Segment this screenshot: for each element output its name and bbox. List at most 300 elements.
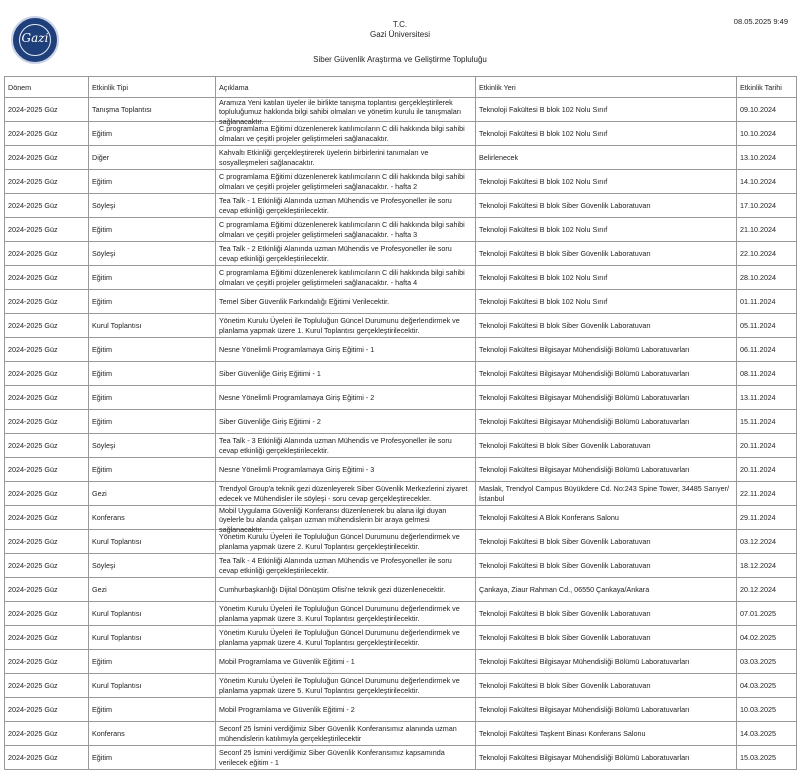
table-row bbox=[5, 290, 797, 314]
cell-type-text: Eğitim bbox=[92, 416, 112, 426]
cell-type bbox=[89, 266, 216, 290]
cell-location bbox=[476, 98, 737, 122]
cell-type-text: Kurul Toplantısı bbox=[92, 320, 142, 330]
cell-type-text: Eğitim bbox=[92, 368, 112, 378]
table-row bbox=[5, 650, 797, 674]
cell-term-text: 2024-2025 Güz bbox=[8, 464, 58, 474]
cell-term bbox=[5, 650, 89, 674]
table-row bbox=[5, 722, 797, 746]
cell-term-text: 2024-2025 Güz bbox=[8, 656, 58, 666]
cell-date bbox=[737, 338, 797, 362]
cell-date bbox=[737, 386, 797, 410]
cell-type-text: Gezi bbox=[92, 488, 107, 498]
cell-location bbox=[476, 650, 737, 674]
cell-term-text: 2024-2025 Güz bbox=[8, 680, 58, 690]
cell-type-text: Kurul Toplantısı bbox=[92, 608, 142, 618]
cell-type-text: Eğitim bbox=[92, 176, 112, 186]
cell-description-text: Yönetim Kurulu Üyeleri ile Topluluğun Güncel Durumunu değerlendirmek ve planlama yapmak üzere 3. Kurul Toplantısı gerçekleştirilecektir. bbox=[219, 604, 460, 623]
cell-type bbox=[89, 482, 216, 506]
cell-date-text: 07.01.2025 bbox=[740, 608, 776, 618]
cell-description-text: Siber Güvenliğe Giriş Eğitimi - 2 bbox=[219, 416, 321, 426]
cell-type-text: Tanışma Toplantısı bbox=[92, 104, 152, 114]
cell-description bbox=[216, 746, 476, 770]
cell-description-text: Mobil Programlama ve Güvenlik Eğitimi - 1 bbox=[219, 656, 355, 666]
cell-description-text: Trendyol Group'a teknik gezi düzenleyerek Siber Güvenlik Merkezlerini ziyaret edecek ve Mühendisler ile söyleşi - soru cevap gerçekleştirecekler. bbox=[219, 484, 468, 503]
cell-description bbox=[216, 242, 476, 266]
cell-term bbox=[5, 506, 89, 530]
cell-location-text: Teknoloji Fakültesi B blok Siber Güvenlik Laboratuvarı bbox=[479, 200, 651, 210]
cell-description-text: C programlama Eğitimi düzenlenerek katılımcıların C dili hakkında bilgi sahibi olmaları ve çeşitli projeler geliştirmeleri sağlanacaktır. - hafta 4 bbox=[219, 268, 465, 287]
cell-location-text: Teknoloji Fakültesi Bilgisayar Mühendisliği Bölümü Laboratuvarları bbox=[479, 392, 690, 402]
cell-description bbox=[216, 122, 476, 146]
cell-term bbox=[5, 194, 89, 218]
table-row bbox=[5, 170, 797, 194]
column-header-type: Etkinlik Tipi bbox=[89, 77, 216, 98]
table-row bbox=[5, 482, 797, 506]
cell-date-text: 01.11.2024 bbox=[740, 296, 776, 306]
cell-term bbox=[5, 458, 89, 482]
cell-term bbox=[5, 746, 89, 770]
cell-term bbox=[5, 602, 89, 626]
cell-date bbox=[737, 482, 797, 506]
cell-term-text: 2024-2025 Güz bbox=[8, 272, 58, 282]
cell-date-text: 04.02.2025 bbox=[740, 632, 776, 642]
cell-date bbox=[737, 146, 797, 170]
cell-date-text: 04.03.2025 bbox=[740, 680, 776, 690]
cell-term bbox=[5, 362, 89, 386]
cell-term bbox=[5, 698, 89, 722]
cell-term bbox=[5, 674, 89, 698]
cell-date bbox=[737, 314, 797, 338]
table-header-row bbox=[5, 77, 797, 98]
print-timestamp: 08.05.2025 9:49 bbox=[733, 17, 788, 26]
table-row bbox=[5, 386, 797, 410]
cell-term-text: 2024-2025 Güz bbox=[8, 296, 58, 306]
cell-term-text: 2024-2025 Güz bbox=[8, 704, 58, 714]
cell-description-text: Cumhurbaşkanlığı Dijital Dönüşüm Ofisi'ne teknik gezi düzenlenecektir. bbox=[219, 584, 446, 594]
cell-location-text: Teknoloji Fakültesi B blok Siber Güvenlik Laboratuvarı bbox=[479, 320, 651, 330]
cell-description-text: Nesne Yönelimli Programlamaya Giriş Eğitimi - 2 bbox=[219, 392, 375, 402]
cell-description-text: Tea Talk - 3 Etkinliği Alanında uzman Mühendis ve Profesyoneller ile soru cevap etkinliği gerçekleştirilecektir. bbox=[219, 436, 452, 455]
column-header-location: Etkinlik Yeri bbox=[476, 77, 737, 98]
cell-description-text: Seconf 25 İsmini verdiğimiz Siber Güvenlik Konferansımız alanında uzman mühendislerin katılımıyla gerçekleştirilecektir bbox=[219, 724, 457, 743]
cell-location-text: Teknoloji Fakültesi B blok 102 Nolu Sınıf bbox=[479, 128, 608, 138]
table-row bbox=[5, 626, 797, 650]
cell-type-text: Söyleşi bbox=[92, 560, 116, 570]
cell-location bbox=[476, 362, 737, 386]
cell-description bbox=[216, 578, 476, 602]
cell-description bbox=[216, 626, 476, 650]
cell-description bbox=[216, 698, 476, 722]
cell-location-text: Teknoloji Fakültesi B blok 102 Nolu Sınıf bbox=[479, 272, 608, 282]
header-line-tc: T.C. bbox=[392, 20, 408, 29]
cell-location bbox=[476, 194, 737, 218]
cell-description-text: Yönetim Kurulu Üyeleri ile Topluluğun Güncel Durumunu değerlendirmek ve planlama yapmak üzere 4. Kurul Toplantısı gerçekleştirilecektir. bbox=[219, 628, 460, 647]
cell-location bbox=[476, 698, 737, 722]
table-row bbox=[5, 242, 797, 266]
cell-term-text: 2024-2025 Güz bbox=[8, 104, 58, 114]
cell-type bbox=[89, 554, 216, 578]
cell-date bbox=[737, 194, 797, 218]
cell-location bbox=[476, 170, 737, 194]
table-row bbox=[5, 314, 797, 338]
table-row bbox=[5, 266, 797, 290]
cell-description-text: Yönetim Kurulu Üyeleri ile Topluluğun Güncel Durumunu değerlendirmek ve planlama yapmak üzere 5. Kurul Toplantısı gerçekleştirilecektir. bbox=[219, 676, 460, 695]
cell-type bbox=[89, 530, 216, 554]
cell-type bbox=[89, 242, 216, 266]
cell-description-text: Tea Talk - 1 Etkinliği Alanında uzman Mühendis ve Profesyoneller ile soru cevap etkinliği gerçekleştirilecektir. bbox=[219, 196, 452, 215]
cell-term-text: 2024-2025 Güz bbox=[8, 128, 58, 138]
cell-location bbox=[476, 242, 737, 266]
cell-description bbox=[216, 98, 476, 126]
cell-description-text: Nesne Yönelimli Programlamaya Giriş Eğitimi - 1 bbox=[219, 344, 375, 354]
cell-type bbox=[89, 746, 216, 770]
cell-type-text: Söyleşi bbox=[92, 440, 116, 450]
cell-date bbox=[737, 458, 797, 482]
cell-description bbox=[216, 722, 476, 746]
cell-term-text: 2024-2025 Güz bbox=[8, 536, 58, 546]
cell-description bbox=[216, 362, 476, 386]
cell-term bbox=[5, 266, 89, 290]
table-body bbox=[5, 98, 797, 770]
cell-location bbox=[476, 458, 737, 482]
cell-date-text: 09.10.2024 bbox=[740, 104, 776, 114]
cell-location bbox=[476, 218, 737, 242]
column-header-term: Dönem bbox=[5, 77, 89, 98]
cell-term-text: 2024-2025 Güz bbox=[8, 152, 58, 162]
cell-date bbox=[737, 698, 797, 722]
cell-term-text: 2024-2025 Güz bbox=[8, 560, 58, 570]
cell-term bbox=[5, 626, 89, 650]
cell-description bbox=[216, 338, 476, 362]
cell-location bbox=[476, 146, 737, 170]
cell-date-text: 13.11.2024 bbox=[740, 392, 776, 402]
cell-type-text: Eğitim bbox=[92, 344, 112, 354]
cell-description-text: Seconf 25 İsmini verdiğimiz Siber Güvenlik Konferansımız kapsamında verilecek eğitim - 1 bbox=[219, 748, 445, 767]
cell-date-text: 22.11.2024 bbox=[740, 488, 776, 498]
cell-location-text: Teknoloji Fakültesi Bilgisayar Mühendisliği Bölümü Laboratuvarları bbox=[479, 368, 690, 378]
cell-location bbox=[476, 290, 737, 314]
cell-type-text: Eğitim bbox=[92, 752, 112, 762]
cell-term-text: 2024-2025 Güz bbox=[8, 728, 58, 738]
cell-type-text: Gezi bbox=[92, 584, 107, 594]
cell-description-text: Yönetim Kurulu Üyeleri ile Topluluğun Güncel Durumunu değerlendirmek ve planlama yapmak üzere 2. Kurul Toplantısı gerçekleştirilecektir. bbox=[219, 532, 460, 551]
cell-date-text: 08.11.2024 bbox=[740, 368, 776, 378]
cell-type bbox=[89, 338, 216, 362]
cell-description-text: Kahvaltı Etkinliği gerçekleştirerek üyelerin birbirlerini tanımaları ve sosyalleşmeleri sağlanacaktır. bbox=[219, 148, 429, 167]
cell-type-text: Kurul Toplantısı bbox=[92, 632, 142, 642]
cell-location-text: Teknoloji Fakültesi Bilgisayar Mühendisliği Bölümü Laboratuvarları bbox=[479, 656, 690, 666]
cell-term-text: 2024-2025 Güz bbox=[8, 752, 58, 762]
cell-location-text: Teknoloji Fakültesi B blok Siber Güvenlik Laboratuvarı bbox=[479, 560, 651, 570]
table-row bbox=[5, 434, 797, 458]
table-row bbox=[5, 122, 797, 146]
cell-type-text: Kurul Toplantısı bbox=[92, 680, 142, 690]
cell-term-text: 2024-2025 Güz bbox=[8, 632, 58, 642]
cell-description bbox=[216, 482, 476, 506]
cell-description-text: C programlama Eğitimi düzenlenerek katılımcıların C dili hakkında bilgi sahibi olmaları ve çeşitli projeler geliştirmeleri sağlanacaktır. - hafta 3 bbox=[219, 220, 465, 239]
cell-description-text: Nesne Yönelimli Programlamaya Giriş Eğitimi - 3 bbox=[219, 464, 375, 474]
table-row bbox=[5, 746, 797, 770]
cell-description bbox=[216, 554, 476, 578]
cell-type bbox=[89, 698, 216, 722]
cell-date-text: 10.10.2024 bbox=[740, 128, 776, 138]
cell-term-text: 2024-2025 Güz bbox=[8, 440, 58, 450]
header-line-university: Gazi Üniversitesi bbox=[369, 30, 430, 39]
cell-term-text: 2024-2025 Güz bbox=[8, 176, 58, 186]
cell-type-text: Eğitim bbox=[92, 656, 112, 666]
cell-date bbox=[737, 746, 797, 770]
table-row bbox=[5, 602, 797, 626]
cell-location-text: Belirlenecek bbox=[479, 152, 519, 162]
cell-term bbox=[5, 434, 89, 458]
cell-description bbox=[216, 194, 476, 218]
cell-type bbox=[89, 218, 216, 242]
cell-description bbox=[216, 530, 476, 554]
cell-type-text: Diğer bbox=[92, 152, 110, 162]
cell-location bbox=[476, 434, 737, 458]
cell-date bbox=[737, 242, 797, 266]
cell-term-text: 2024-2025 Güz bbox=[8, 584, 58, 594]
cell-date-text: 20.12.2024 bbox=[740, 584, 776, 594]
cell-location bbox=[476, 266, 737, 290]
cell-term bbox=[5, 530, 89, 554]
cell-location bbox=[476, 338, 737, 362]
cell-type-text: Kurul Toplantısı bbox=[92, 536, 142, 546]
cell-date bbox=[737, 626, 797, 650]
cell-location bbox=[476, 578, 737, 602]
cell-date bbox=[737, 530, 797, 554]
cell-term bbox=[5, 554, 89, 578]
cell-location-text: Teknoloji Fakültesi B blok Siber Güvenlik Laboratuvarı bbox=[479, 536, 651, 546]
cell-term-text: 2024-2025 Güz bbox=[8, 248, 58, 258]
cell-type bbox=[89, 458, 216, 482]
cell-type bbox=[89, 362, 216, 386]
cell-location-text: Teknoloji Fakültesi Bilgisayar Mühendisliği Bölümü Laboratuvarları bbox=[479, 704, 690, 714]
cell-location-text: Teknoloji Fakültesi Bilgisayar Mühendisliği Bölümü Laboratuvarları bbox=[479, 416, 690, 426]
cell-description bbox=[216, 218, 476, 242]
cell-type bbox=[89, 506, 216, 530]
cell-date-text: 18.12.2024 bbox=[740, 560, 776, 570]
cell-description bbox=[216, 458, 476, 482]
table-row bbox=[5, 506, 797, 530]
table-row bbox=[5, 458, 797, 482]
cell-term bbox=[5, 290, 89, 314]
cell-location bbox=[476, 746, 737, 770]
cell-date bbox=[737, 410, 797, 434]
cell-type bbox=[89, 578, 216, 602]
cell-type bbox=[89, 170, 216, 194]
cell-date bbox=[737, 722, 797, 746]
cell-location-text: Maslak, Trendyol Campus Büyükdere Cd. No:243 Spine Tower, 34485 Sarıyer/İstanbul bbox=[479, 484, 729, 503]
cell-type-text: Eğitim bbox=[92, 464, 112, 474]
cell-location-text: Teknoloji Fakültesi Bilgisayar Mühendisliği Bölümü Laboratuvarları bbox=[479, 752, 690, 762]
logo-mark: Gazi bbox=[21, 31, 49, 45]
cell-date-text: 10.03.2025 bbox=[740, 704, 776, 714]
cell-type bbox=[89, 98, 216, 122]
cell-location-text: Teknoloji Fakültesi Taşkent Binası Konferans Salonu bbox=[479, 728, 646, 738]
cell-location-text: Teknoloji Fakültesi B blok Siber Güvenlik Laboratuvarı bbox=[479, 632, 651, 642]
cell-location bbox=[476, 506, 737, 530]
cell-type-text: Eğitim bbox=[92, 272, 112, 282]
cell-description-text: Tea Talk - 2 Etkinliği Alanında uzman Mühendis ve Profesyoneller ile soru cevap etkinliği gerçekleştirilecektir. bbox=[219, 244, 452, 263]
cell-term bbox=[5, 242, 89, 266]
cell-date-text: 03.12.2024 bbox=[740, 536, 776, 546]
cell-type bbox=[89, 290, 216, 314]
cell-description bbox=[216, 266, 476, 290]
cell-description-text: C programlama Eğitimi düzenlenerek katılımcıların C dili hakkında bilgi sahibi olmaları ve çeşitli projeler geliştirmeleri sağlanacaktır. - hafta 2 bbox=[219, 172, 465, 191]
cell-location bbox=[476, 410, 737, 434]
cell-date bbox=[737, 506, 797, 530]
cell-location-text: Teknoloji Fakültesi Bilgisayar Mühendisliği Bölümü Laboratuvarları bbox=[479, 464, 690, 474]
cell-term-text: 2024-2025 Güz bbox=[8, 200, 58, 210]
cell-type bbox=[89, 386, 216, 410]
cell-term-text: 2024-2025 Güz bbox=[8, 320, 58, 330]
cell-term bbox=[5, 170, 89, 194]
cell-description bbox=[216, 506, 476, 534]
cell-type-text: Eğitim bbox=[92, 224, 112, 234]
cell-term-text: 2024-2025 Güz bbox=[8, 392, 58, 402]
cell-type bbox=[89, 722, 216, 746]
cell-term bbox=[5, 314, 89, 338]
cell-description bbox=[216, 290, 476, 314]
cell-date-text: 22.10.2024 bbox=[740, 248, 776, 258]
header-line-club: Siber Güvenlik Araştırma ve Geliştirme Topluluğu bbox=[313, 55, 487, 64]
cell-date-text: 03.03.2025 bbox=[740, 656, 776, 666]
header-titles bbox=[0, 20, 800, 65]
cell-type bbox=[89, 674, 216, 698]
cell-term bbox=[5, 386, 89, 410]
cell-location bbox=[476, 482, 737, 506]
cell-location-text: Teknoloji Fakültesi A Blok Konferans Salonu bbox=[479, 512, 619, 522]
cell-date bbox=[737, 98, 797, 122]
cell-term bbox=[5, 146, 89, 170]
cell-date bbox=[737, 602, 797, 626]
cell-location bbox=[476, 530, 737, 554]
table-row bbox=[5, 410, 797, 434]
cell-description bbox=[216, 602, 476, 626]
table-row bbox=[5, 530, 797, 554]
cell-term-text: 2024-2025 Güz bbox=[8, 416, 58, 426]
cell-location bbox=[476, 122, 737, 146]
cell-term bbox=[5, 122, 89, 146]
cell-date-text: 20.11.2024 bbox=[740, 464, 776, 474]
cell-description bbox=[216, 674, 476, 698]
cell-location-text: Çankaya, Ziaur Rahman Cd., 06550 Çankaya/Ankara bbox=[479, 584, 650, 594]
cell-description bbox=[216, 314, 476, 338]
cell-date bbox=[737, 362, 797, 386]
cell-location-text: Teknoloji Fakültesi B blok 102 Nolu Sınıf bbox=[479, 176, 608, 186]
cell-description-text: Mobil Programlama ve Güvenlik Eğitimi - 2 bbox=[219, 704, 355, 714]
cell-term-text: 2024-2025 Güz bbox=[8, 608, 58, 618]
cell-description bbox=[216, 386, 476, 410]
cell-type bbox=[89, 626, 216, 650]
cell-location bbox=[476, 386, 737, 410]
table-row bbox=[5, 674, 797, 698]
table-row bbox=[5, 554, 797, 578]
cell-term bbox=[5, 218, 89, 242]
table-row bbox=[5, 218, 797, 242]
cell-type bbox=[89, 194, 216, 218]
cell-description-text: Aramıza Yeni katılan üyeler ile birlikte tanışma toplantısı gerçekleştirilerek topluluğumuz hakkında bilgi sahibi olmaları ve yönetim kurulu ile tanışmaları sağlanacaktır. bbox=[219, 98, 462, 126]
report-header bbox=[0, 0, 800, 74]
cell-term bbox=[5, 578, 89, 602]
cell-description-text: C programlama Eğitimi düzenlenerek katılımcıların C dili hakkında bilgi sahibi olmaları ve çeşitli projeler geliştirmeleri sağlanacaktır. bbox=[219, 124, 465, 143]
cell-term-text: 2024-2025 Güz bbox=[8, 368, 58, 378]
cell-type bbox=[89, 146, 216, 170]
cell-term bbox=[5, 482, 89, 506]
cell-date bbox=[737, 554, 797, 578]
cell-term-text: 2024-2025 Güz bbox=[8, 224, 58, 234]
table-row bbox=[5, 578, 797, 602]
cell-location bbox=[476, 626, 737, 650]
cell-location bbox=[476, 674, 737, 698]
cell-date-text: 14.10.2024 bbox=[740, 176, 776, 186]
cell-term-text: 2024-2025 Güz bbox=[8, 512, 58, 522]
cell-location bbox=[476, 314, 737, 338]
cell-term-text: 2024-2025 Güz bbox=[8, 488, 58, 498]
table-row bbox=[5, 98, 797, 122]
column-header-date: Etkinlik Tarihi bbox=[737, 77, 797, 98]
cell-date-text: 21.10.2024 bbox=[740, 224, 776, 234]
cell-date bbox=[737, 674, 797, 698]
cell-date-text: 13.10.2024 bbox=[740, 152, 776, 162]
cell-location-text: Teknoloji Fakültesi B blok Siber Güvenlik Laboratuvarı bbox=[479, 608, 651, 618]
cell-date bbox=[737, 290, 797, 314]
cell-date-text: 06.11.2024 bbox=[740, 344, 776, 354]
cell-location bbox=[476, 722, 737, 746]
cell-term bbox=[5, 338, 89, 362]
cell-type-text: Söyleşi bbox=[92, 200, 116, 210]
cell-location-text: Teknoloji Fakültesi B blok Siber Güvenlik Laboratuvarı bbox=[479, 248, 651, 258]
cell-date bbox=[737, 650, 797, 674]
cell-description bbox=[216, 410, 476, 434]
cell-term bbox=[5, 410, 89, 434]
cell-description bbox=[216, 170, 476, 194]
cell-location-text: Teknoloji Fakültesi B blok 102 Nolu Sınıf bbox=[479, 224, 608, 234]
cell-date-text: 14.03.2025 bbox=[740, 728, 776, 738]
cell-type-text: Eğitim bbox=[92, 704, 112, 714]
cell-date-text: 29.11.2024 bbox=[740, 512, 776, 522]
cell-date bbox=[737, 434, 797, 458]
cell-date-text: 15.03.2025 bbox=[740, 752, 776, 762]
cell-date-text: 28.10.2024 bbox=[740, 272, 776, 282]
cell-description-text: Tea Talk - 4 Etkinliği Alanında uzman Mühendis ve Profesyoneller ile soru cevap etkinliği gerçekleştirilecektir. bbox=[219, 556, 452, 575]
cell-date-text: 17.10.2024 bbox=[740, 200, 776, 210]
cell-description bbox=[216, 650, 476, 674]
cell-date bbox=[737, 218, 797, 242]
cell-date bbox=[737, 122, 797, 146]
cell-description-text: Siber Güvenliğe Giriş Eğitimi - 1 bbox=[219, 368, 321, 378]
column-header-description: Açıklama bbox=[216, 77, 476, 98]
cell-type-text: Eğitim bbox=[92, 128, 112, 138]
cell-date-text: 20.11.2024 bbox=[740, 440, 776, 450]
cell-term bbox=[5, 722, 89, 746]
cell-location-text: Teknoloji Fakültesi B blok 102 Nolu Sınıf bbox=[479, 104, 608, 114]
cell-type bbox=[89, 410, 216, 434]
cell-date bbox=[737, 170, 797, 194]
cell-type bbox=[89, 314, 216, 338]
cell-location bbox=[476, 554, 737, 578]
table-row bbox=[5, 146, 797, 170]
cell-location-text: Teknoloji Fakültesi Bilgisayar Mühendisliği Bölümü Laboratuvarları bbox=[479, 344, 690, 354]
table-row bbox=[5, 698, 797, 722]
table-row bbox=[5, 362, 797, 386]
cell-type-text: Konferans bbox=[92, 512, 125, 522]
cell-type-text: Eğitim bbox=[92, 392, 112, 402]
cell-date bbox=[737, 578, 797, 602]
cell-type bbox=[89, 650, 216, 674]
